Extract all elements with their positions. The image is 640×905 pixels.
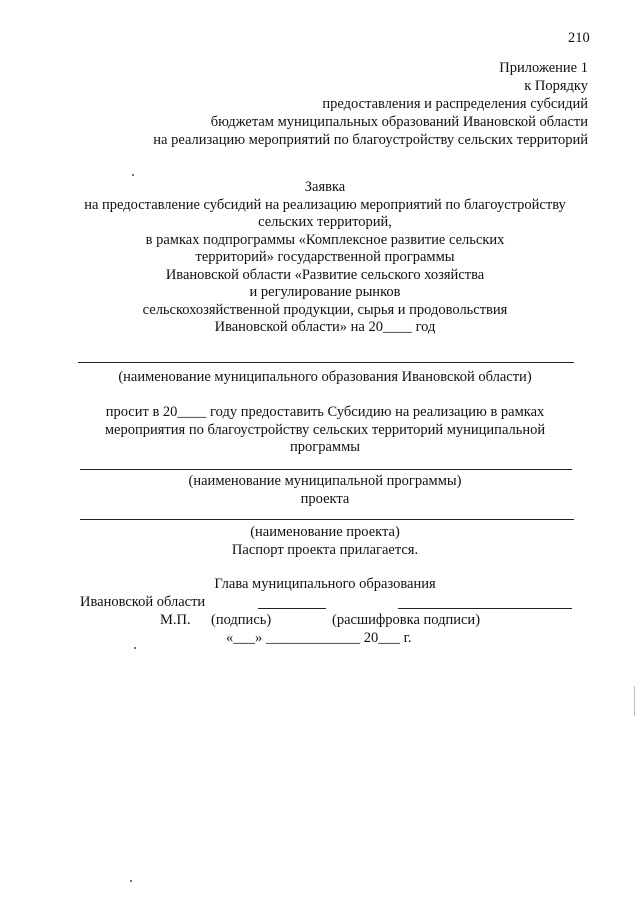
application-line: в рамках подпрограммы «Комплексное развитие сельских [145, 231, 505, 248]
appendix-line-2: к Порядку [524, 78, 588, 94]
application-line: Ивановской области «Развитие сельского хозяйства [165, 266, 485, 283]
application-line: на предоставление субсидий на реализацию мероприятий по благоустройству [84, 196, 566, 213]
signature-decode-line [398, 608, 572, 609]
appendix-line-5: на реализацию мероприятий по благоустройству сельских территорий [153, 132, 588, 148]
application-line: сельскохозяйственной продукции, сырья и продовольствия [142, 301, 508, 318]
appendix-line-3: предоставления и распределения субсидий [322, 96, 588, 112]
appendix-line-1: Приложение 1 [499, 60, 588, 76]
project-name-line [80, 519, 574, 520]
decode-caption: (расшифровка подписи) [332, 612, 481, 628]
signature-date: «___» _____________ 20___ г. [226, 630, 412, 646]
head-title: Глава муниципального образования [214, 576, 436, 592]
program-caption: (наименование муниципальной программы) [188, 473, 462, 489]
municipality-name-line [78, 362, 574, 363]
project-caption: (наименование проекта) [250, 524, 400, 540]
application-line: и регулирование рынков [249, 284, 401, 300]
municipality-caption: (наименование муниципального образования Ивановской области) [118, 369, 532, 385]
application-line: Ивановской области» на 20____ год [214, 319, 436, 335]
appendix-line-4: бюджетам муниципальных образований Ивановской области [210, 114, 588, 130]
scan-speck [130, 880, 132, 882]
application-title-block [40, 179, 610, 337]
request-line: просит в 20____ году предоставить Субсидию на реализацию в рамках [105, 404, 545, 420]
scan-speck [132, 174, 134, 176]
signature-caption: (подпись) [211, 612, 272, 628]
request-line: мероприятия по благоустройству сельских территорий муниципальной [104, 421, 546, 438]
program-name-line [80, 469, 572, 470]
application-title: Заявка [304, 179, 346, 195]
scan-edge-mark [634, 686, 635, 716]
signature-line [258, 608, 326, 609]
stamp-mark: М.П. [160, 612, 191, 628]
scan-speck [134, 647, 136, 649]
passport-note: Паспорт проекта прилагается. [231, 542, 419, 558]
application-line: сельских территорий, [258, 214, 392, 230]
page-number: 210 [568, 30, 590, 46]
request-block [40, 404, 610, 457]
application-line: территорий» государственной программы [195, 249, 455, 265]
head-region: Ивановской области [80, 594, 206, 610]
project-word: проекта [300, 491, 350, 507]
request-line: программы [290, 439, 360, 455]
